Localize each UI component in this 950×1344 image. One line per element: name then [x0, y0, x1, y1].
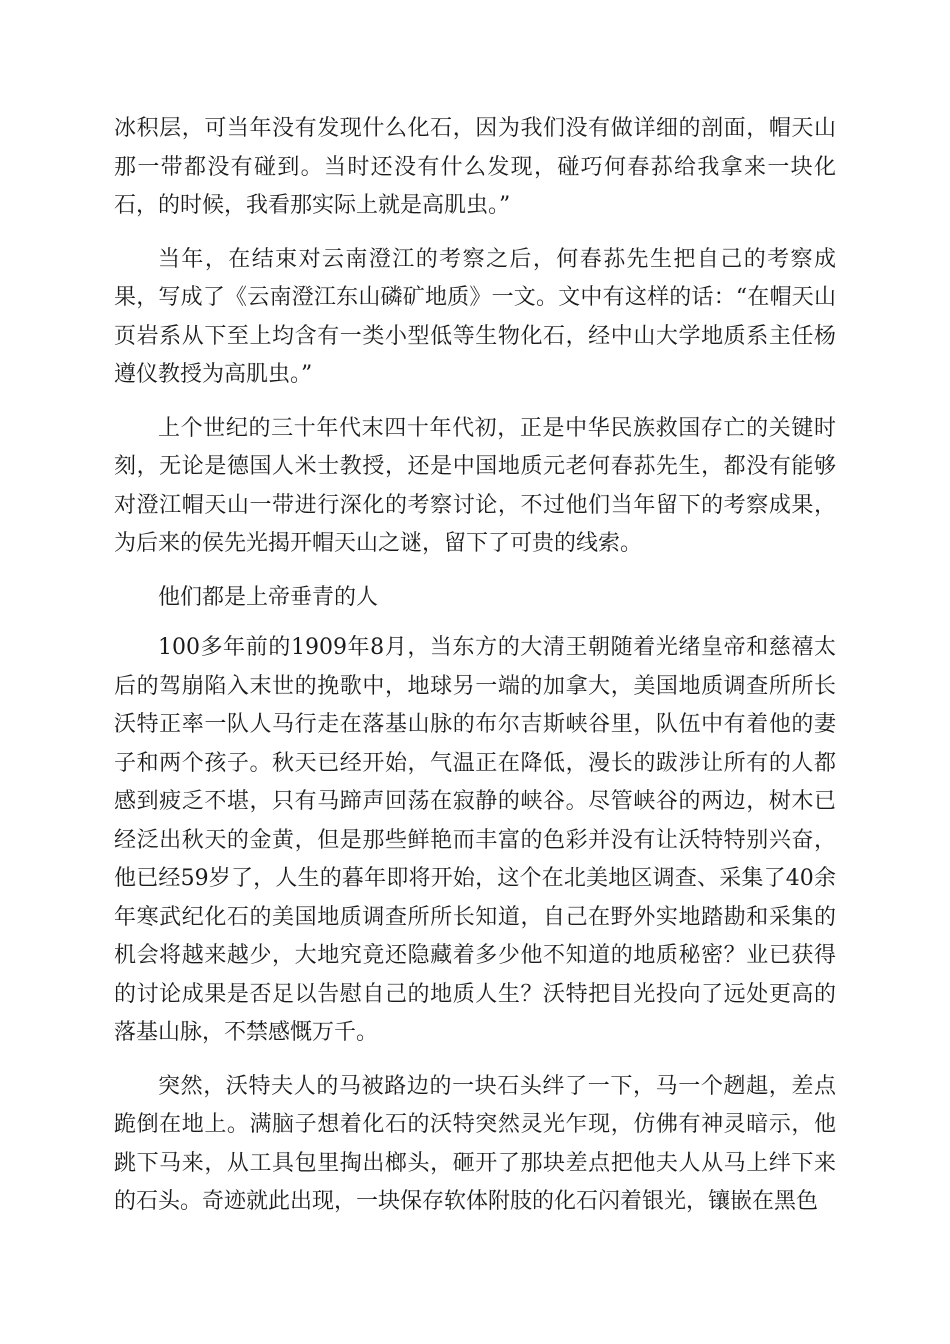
paragraph-continuation: 冰积层，可当年没有发现什么化石，因为我们没有做详细的剖面，帽天山那一带都没有碰到。当时还没有什么发现，碰巧何春荪给我拿来一块化石，的时候，我看那实际上就是高肌虫。” — [114, 116, 836, 218]
document-page — [114, 110, 836, 1237]
paragraph-body: 上个世纪的三十年代末四十年代初，正是中华民族救国存亡的关键时刻，无论是德国人米士教授，还是中国地质元老何春荪先生，都没有能够对澄江帽天山一带进行深化的考察讨论，不过他们当年留下的考察成果，为后来的侯先光揭开帽天山之谜，留下了可贵的线索。 — [114, 415, 836, 556]
section-heading: 他们都是上帝垂青的人 — [158, 584, 379, 610]
paragraph-body: 当年，在结束对云南澄江的考察之后，何春荪先生把自己的考察成果，写成了《云南澄江东山磷矿地质》一文。文中有这样的话：“在帽天山页岩系从下至上均含有一类小型低等生物化石，经中山大学地质系主任杨遵仪教授为高肌虫。” — [114, 246, 836, 387]
paragraph-body: 100多年前的1909年8月，当东方的大清王朝随着光绪皇帝和慈禧太后的驾崩陷入末世的挽歌中，地球另一端的加拿大，美国地质调查所所长沃特正率一队人马行走在落基山脉的布尔吉斯峡谷里，队伍中有着他的妻子和两个孩子。秋天已经开始，气温正在降低，漫长的跋涉让所有的人都感到疲乏不堪，只有马蹄声回荡在寂静的峡谷。尽管峡谷的两边，树木已经泛出秋天的金黄，但是那些鲜艳而丰富的色彩并没有让沃特特别兴奋，他已经59岁了，人生的暮年即将开始，这个在北美地区调查、采集了40余年寒武纪化石的美国地质调查所所长知道，自己在野外实地踏勘和采集的机会将越来越少，大地究竟还隐藏着多少他不知道的地质秘密？业已获得的讨论成果是否足以告慰自己的地质人生？沃特把目光投向了远处更高的落基山脉，不禁感慨万千。 — [114, 635, 836, 1045]
paragraph-body: 突然，沃特夫人的马被路边的一块石头绊了一下，马一个趔趄，差点跪倒在地上。满脑子想着化石的沃特突然灵光乍现，仿佛有神灵暗示，他跳下马来，从工具包里掏出榔头，砸开了那块差点把他夫人从马上绊下来的石头。奇迹就此出现，一块保存软体附肢的化石闪着银光，镶嵌在黑色 — [114, 1073, 836, 1214]
